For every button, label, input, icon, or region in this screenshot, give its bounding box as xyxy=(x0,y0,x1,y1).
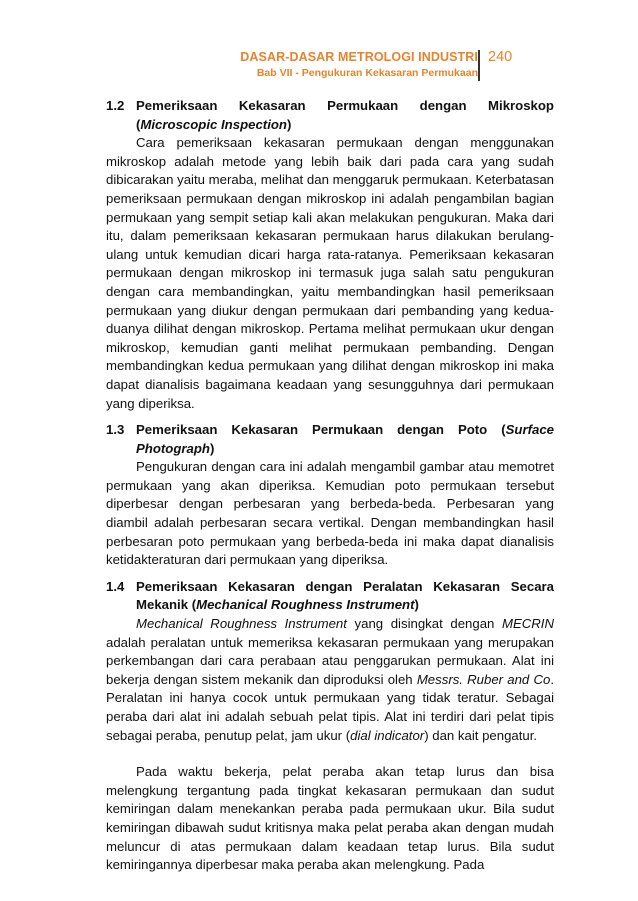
section-heading xyxy=(106,97,554,134)
document-body xyxy=(106,97,554,875)
section-title: Pemeriksaan Kekasaran Permukaan dengan Poto (Surface Photograph) xyxy=(136,422,554,456)
section-title: Pemeriksaan Kekasaran dengan Peralatan Kekasaran Secara Mekanik (Mechanical Roughness Instrument) xyxy=(136,578,554,613)
section-heading xyxy=(106,578,554,615)
section-paragraph: Pengukuran dengan cara ini adalah mengambil gambar atau memotret permukaan yang akan diperiksa. Kemudian poto permukaan tersebut diperbesar dengan perbesaran yang berbeda-beda. Perbesaran yang diambil adalah perbesaran secara vertikal. Dengan membandingkan hasil perbesaran poto permukaan yang berbeda-beda ini maka dapat dianalisis ketidakteraturan dari permukaan yang diperiksa. xyxy=(106,459,554,568)
section-paragraph: Pada waktu bekerja, pelat peraba akan tetap lurus dan bisa melengkung tergantung pada tingkat kekasaran permukaan dan sudut kemiringan dalam menekankan peraba pada permukaan ukur. Bila sudut kemiringan dibawah sudut kritisnya maka pelat peraba akan dengan mudah meluncur di atas permukaan dalam keadaan tetap lurus. Bila sudut kemiringannya diperbesar maka peraba akan melengkung. Pada xyxy=(106,764,554,873)
header-subtitle: Bab VII - Pengukuran Kekasaran Permukaan xyxy=(256,67,478,79)
section-title: Pemeriksaan Kekasaran Permukaan dengan Mikroskop (Microscopic Inspection) xyxy=(136,98,554,132)
section-heading xyxy=(106,421,554,458)
section-number: 1.4 xyxy=(106,578,125,594)
header-divider xyxy=(478,50,480,81)
section-paragraph: Cara pemeriksaan kekasaran permukaan dengan menggunakan mikroskop adalah metode yang lebih baik dari pada cara yang sudah dibicarakan yaitu meraba, melihat dan menggaruk permukaan. Keterbatasan pemeriksaan permukaan dengan mikroskop ini adalah pengambilan bagian permukaan yang sempit setiap kali akan melakukan pengukuran. Maka dari itu, dalam pemeriksaan kekasaran permukaan harus dilakukan berulang-ulang untuk kemudian dicari harga rata-ratanya. Pemeriksaan kekasaran permukaan dengan mikroskop ini termasuk juga salah satu pengukuran dengan cara membandingkan, yaitu membandingkan hasil pemeriksaan permukaan yang diukur dengan permukaan dari pembanding yang kedua-duanya dilihat dengan mikroskop. Pertama melihat permukaan ukur dengan mikroskop, kemudian ganti melihat permukaan pembanding. Dengan membandingkan kedua permukaan yang dilihat dengan mikroskop ini maka dapat dianalisis bagaimana keadaan yang sesungguhnya dari permukaan yang diperiksa. xyxy=(106,135,554,411)
section-number: 1.3 xyxy=(106,422,125,438)
page-number: 240 xyxy=(488,49,513,65)
section-number: 1.2 xyxy=(106,98,125,113)
section-paragraph: Mechanical Roughness Instrument yang disingkat dengan MECRIN adalah peralatan untuk memeriksa kekasaran permukaan yang merupakan perkembangan dari cara perabaan atau penggarukan permukaan. Alat ini bekerja dengan sistem mekanik dan diproduksi oleh Messrs. Ruber and Co. Peralatan ini hanya cocok untuk permukaan yang tidak teratur. Sebagai peraba dari alat ini adalah sebuah pelat tipis. Alat ini terdiri dari pelat tipis sebagai peraba, penutup pelat, jam ukur (dial indicator) dan kait pengatur. xyxy=(106,616,554,743)
header-title: DASAR-DASAR METROLOGI INDUSTRI xyxy=(240,50,478,64)
